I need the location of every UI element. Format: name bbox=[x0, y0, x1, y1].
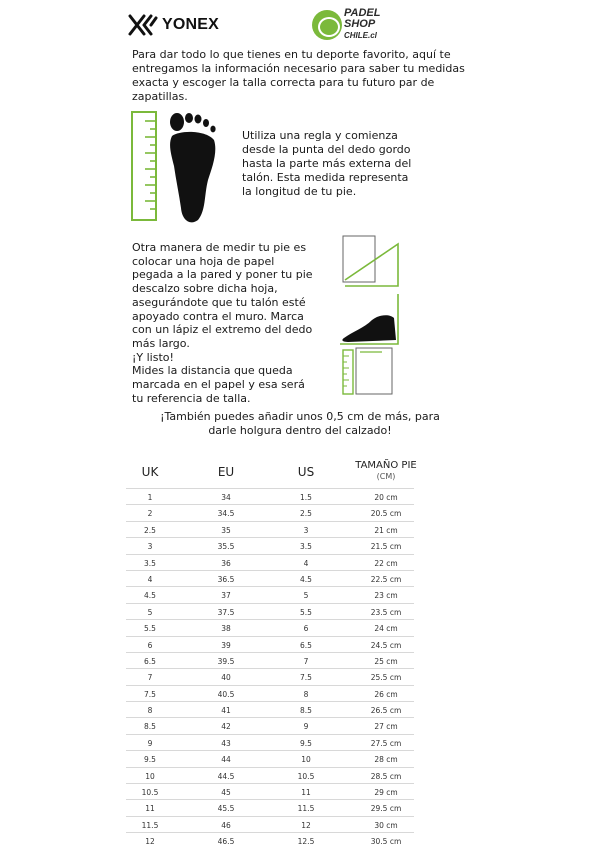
column-header-uk: UK bbox=[141, 465, 159, 479]
cell-uk: 2.5 bbox=[144, 525, 156, 535]
cell-uk: 7.5 bbox=[144, 689, 156, 699]
shop-name-line2: SHOP bbox=[344, 18, 376, 30]
cell-eu: 37.5 bbox=[217, 607, 235, 617]
cell-us: 7 bbox=[303, 656, 309, 666]
shop-name-line1: PADEL bbox=[344, 7, 381, 19]
cell-eu: 45.5 bbox=[217, 804, 235, 814]
cell-us: 11.5 bbox=[297, 804, 315, 814]
column-header-foot-size bbox=[346, 460, 426, 482]
table-row bbox=[126, 504, 414, 520]
method2-line: colocar una hoja de papel bbox=[132, 254, 275, 268]
method2-line: marcada en el papel y esa será bbox=[132, 378, 305, 392]
cell-uk: 5 bbox=[147, 607, 153, 617]
method2-line: ¡Y listo! bbox=[132, 350, 174, 364]
cell-eu: 43 bbox=[221, 738, 231, 748]
method2-line: apoyado contra el muro. Marca bbox=[132, 309, 304, 323]
method2-line: con un lápiz el extremo del dedo bbox=[132, 323, 313, 337]
cell-uk: 6 bbox=[147, 640, 153, 650]
method2-line: Mides la distancia que queda bbox=[132, 364, 293, 378]
cell-eu: 34.5 bbox=[217, 509, 235, 519]
cell-us: 11 bbox=[301, 788, 311, 798]
cell-uk: 12 bbox=[145, 837, 155, 847]
cell-uk: 3.5 bbox=[144, 558, 156, 568]
cell-cm: 21 cm bbox=[374, 525, 398, 535]
table-row bbox=[126, 717, 414, 733]
cell-us: 3.5 bbox=[300, 542, 312, 552]
note-line: ¡También puedes añadir unos 0,5 cm de más, para bbox=[160, 410, 440, 423]
cell-us: 9 bbox=[303, 722, 309, 732]
cell-eu: 44 bbox=[221, 755, 231, 765]
cell-eu: 44.5 bbox=[217, 771, 235, 781]
cell-cm: 22 cm bbox=[374, 558, 398, 568]
paper-wall-illustration bbox=[336, 234, 402, 396]
cell-eu: 34 bbox=[221, 493, 231, 502]
cell-uk: 5.5 bbox=[144, 624, 156, 634]
cell-us: 7.5 bbox=[300, 673, 312, 683]
cell-eu: 45 bbox=[221, 788, 231, 798]
cell-eu: 39 bbox=[221, 640, 231, 650]
table-row bbox=[126, 652, 414, 668]
cell-uk: 9.5 bbox=[144, 755, 156, 765]
table-row bbox=[126, 799, 414, 815]
cell-cm: 29.5 cm bbox=[370, 804, 402, 814]
foot-size-header-unit: (CM) bbox=[376, 472, 396, 481]
cell-us: 2.5 bbox=[300, 509, 312, 519]
table-body bbox=[126, 488, 414, 849]
foot-side-icon bbox=[342, 315, 396, 342]
cell-uk: 8.5 bbox=[144, 722, 156, 732]
extra-room-note bbox=[150, 410, 450, 438]
table-row bbox=[126, 619, 414, 635]
table-row bbox=[126, 537, 414, 553]
column-header-us: US bbox=[297, 465, 315, 479]
yonex-logo bbox=[128, 14, 219, 36]
cell-eu: 39.5 bbox=[217, 656, 235, 666]
cell-cm: 28.5 cm bbox=[370, 771, 402, 781]
cell-eu: 36 bbox=[221, 558, 231, 568]
table-row bbox=[126, 750, 414, 766]
ruler-icon bbox=[131, 111, 157, 221]
cell-us: 6 bbox=[303, 624, 309, 634]
cell-cm: 25 cm bbox=[374, 656, 398, 666]
table-row bbox=[126, 636, 414, 652]
cell-uk: 2 bbox=[147, 509, 153, 519]
cell-uk: 10.5 bbox=[141, 788, 159, 798]
cell-us: 12.5 bbox=[297, 837, 315, 847]
foot-sole-icon bbox=[166, 110, 222, 224]
cell-eu: 40.5 bbox=[217, 689, 235, 699]
cell-us: 6.5 bbox=[300, 640, 312, 650]
cell-uk: 4 bbox=[147, 574, 153, 584]
cell-uk: 3 bbox=[147, 542, 153, 552]
cell-eu: 42 bbox=[221, 722, 231, 732]
cell-uk: 11.5 bbox=[141, 820, 159, 830]
shop-name-line3: CHILE.cl bbox=[344, 31, 377, 40]
cell-cm: 29 cm bbox=[374, 788, 398, 798]
cell-eu: 35.5 bbox=[217, 542, 235, 552]
table-row bbox=[126, 586, 414, 602]
table-row bbox=[126, 570, 414, 586]
method2-text bbox=[132, 241, 332, 405]
method1-text: Utiliza una regla y comienza desde la punta del dedo gordo hasta la parte más externa del talón. Esta medida representa la longitud de tu pie. bbox=[242, 129, 412, 198]
cell-uk: 6.5 bbox=[144, 656, 156, 666]
cell-uk: 7 bbox=[147, 673, 153, 683]
foot-size-header-label: TAMAÑO PIE bbox=[355, 460, 417, 471]
cell-uk: 4.5 bbox=[144, 591, 156, 601]
cell-us: 12 bbox=[301, 820, 311, 830]
cell-cm: 20.5 cm bbox=[370, 509, 402, 519]
cell-uk: 10 bbox=[145, 771, 155, 781]
table-row bbox=[126, 816, 414, 832]
yonex-wordmark: YONEX bbox=[162, 16, 220, 33]
cell-us: 5.5 bbox=[300, 607, 312, 617]
cell-cm: 26 cm bbox=[374, 689, 398, 699]
cell-cm: 26.5 cm bbox=[370, 706, 402, 716]
cell-us: 4.5 bbox=[300, 574, 312, 584]
paper-sheet-icon bbox=[343, 236, 398, 286]
padel-ball-icon bbox=[312, 10, 342, 40]
method2-line: pegada a la pared y poner tu pie bbox=[132, 268, 313, 282]
cell-uk: 8 bbox=[147, 706, 153, 716]
table-row bbox=[126, 685, 414, 701]
padel-shop-logo bbox=[312, 8, 452, 48]
cell-cm: 20 cm bbox=[374, 493, 398, 502]
cell-eu: 37 bbox=[221, 591, 231, 601]
cell-eu: 35 bbox=[221, 525, 231, 535]
cell-cm: 28 cm bbox=[374, 755, 398, 765]
yonex-logo-mark-icon bbox=[128, 14, 158, 36]
cell-us: 10 bbox=[301, 755, 311, 765]
cell-us: 10.5 bbox=[297, 771, 315, 781]
cell-eu: 46.5 bbox=[217, 837, 235, 847]
table-row bbox=[126, 554, 414, 570]
cell-eu: 38 bbox=[221, 624, 231, 634]
intro-paragraph: Para dar todo lo que tienes en tu deporte favorito, aquí te entregamos la información necesario para saber tu medidas exacta y escoger la talla correcta para tu futuro par de zapatillas. bbox=[132, 48, 465, 103]
cell-cm: 25.5 cm bbox=[370, 673, 402, 683]
cell-uk: 9 bbox=[147, 738, 153, 748]
cell-cm: 24 cm bbox=[374, 624, 398, 634]
cell-eu: 41 bbox=[221, 706, 231, 716]
cell-us: 3 bbox=[303, 525, 309, 535]
method2-line: descalzo sobre dicha hoja, bbox=[132, 282, 278, 296]
method2-line: tu referencia de talla. bbox=[132, 391, 251, 405]
cell-cm: 23.5 cm bbox=[370, 607, 402, 617]
method2-line: más largo. bbox=[132, 336, 190, 350]
table-row bbox=[126, 783, 414, 799]
cell-cm: 21.5 cm bbox=[370, 542, 402, 552]
cell-cm: 27.5 cm bbox=[370, 738, 402, 748]
cell-uk: 11 bbox=[145, 804, 155, 814]
cell-us: 4 bbox=[303, 558, 309, 568]
cell-cm: 27 cm bbox=[374, 722, 398, 732]
cell-cm: 30 cm bbox=[374, 820, 398, 830]
table-row bbox=[126, 668, 414, 684]
cell-us: 8 bbox=[303, 689, 309, 699]
cell-us: 8.5 bbox=[300, 706, 312, 716]
table-row bbox=[126, 734, 414, 750]
table-row bbox=[126, 701, 414, 717]
cell-cm: 30.5 cm bbox=[370, 837, 402, 847]
cell-eu: 46 bbox=[221, 820, 231, 830]
table-row bbox=[126, 767, 414, 783]
method2-line: asegurándote que tu talón esté bbox=[132, 295, 306, 309]
table-row bbox=[126, 832, 414, 848]
cell-cm: 23 cm bbox=[374, 591, 398, 601]
cell-eu: 36.5 bbox=[217, 574, 235, 584]
cell-cm: 22.5 cm bbox=[370, 574, 402, 584]
cell-us: 5 bbox=[303, 591, 309, 601]
method2-line: Otra manera de medir tu pie es bbox=[132, 241, 307, 254]
cell-us: 9.5 bbox=[300, 738, 312, 748]
note-line: darle holgura dentro del calzado! bbox=[208, 424, 392, 437]
table-row bbox=[126, 521, 414, 537]
table-row bbox=[126, 488, 414, 504]
cell-cm: 24.5 cm bbox=[370, 640, 402, 650]
cell-uk: 1 bbox=[147, 493, 153, 502]
column-header-eu: EU bbox=[217, 465, 235, 479]
cell-us: 1.5 bbox=[300, 493, 312, 502]
cell-eu: 40 bbox=[221, 673, 231, 683]
table-row bbox=[126, 603, 414, 619]
